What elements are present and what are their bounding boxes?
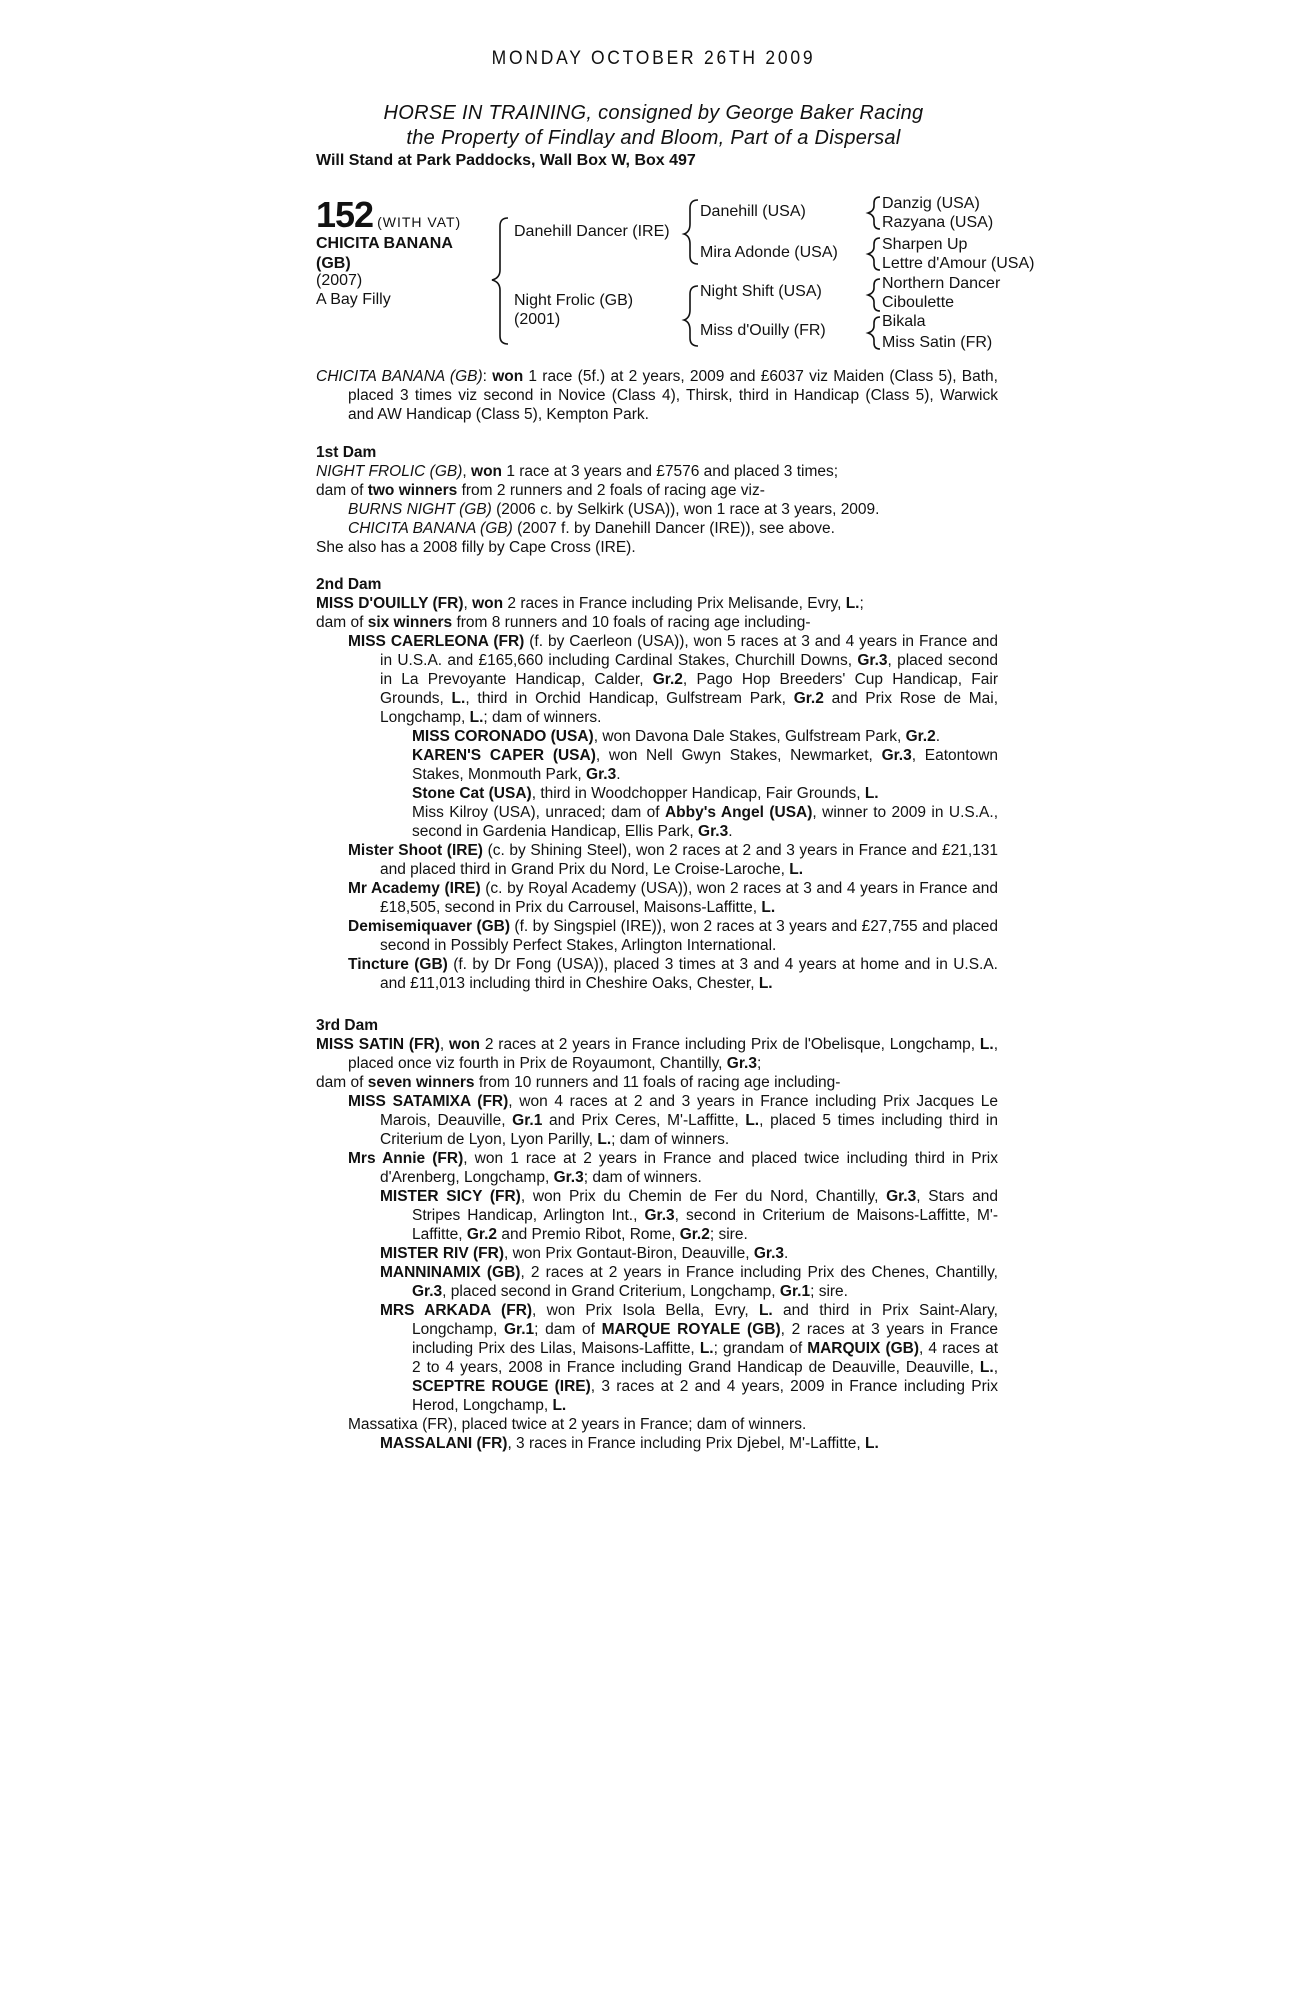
third-dam-section (316, 1016, 998, 1453)
second-dam-line-2 (316, 613, 998, 632)
progeny-mr-academy (316, 879, 998, 917)
progeny-text: , placed second in La Prevoyante Handicap, Calder, (380, 652, 999, 688)
grade: L. (699, 1340, 714, 1357)
pedigree-sdd: Lettre d'Amour (USA) (882, 255, 1035, 272)
progeny-text: and Premio Ribot, Rome, (497, 1226, 680, 1243)
first-dam-section (316, 443, 998, 557)
pedigree-sire-sire: Danehill (USA) (700, 203, 806, 220)
grade: Gr.3 (886, 1188, 917, 1205)
progeny-text: , placed second in Grand Criterium, Longchamp, (442, 1283, 780, 1300)
grade: Gr.3 (698, 823, 729, 840)
consignment-line-2: the Property of Findlay and Bloom, Part of a Dispersal (406, 127, 901, 149)
first-dam-winners: two winners (367, 482, 458, 499)
progeny-text: , 2 races at 2 years in France including Prix des Chenes, Chantilly, (520, 1264, 998, 1281)
progeny-text: , (993, 1359, 998, 1376)
grade: L. (552, 1397, 567, 1414)
race-record-name: CHICITA BANANA (GB) (316, 368, 483, 385)
pedigree-dam-line-2: (2001) (514, 311, 561, 328)
first-dam-line-1: NIGHT FROLIC (GB), won 1 race at 3 years and £7576 and placed 3 times; (316, 463, 839, 480)
horse-name-line-2: (GB) (316, 255, 351, 272)
first-dam-won: won (471, 463, 503, 480)
progeny-text: . (616, 766, 621, 783)
sale-date: MONDAY OCTOBER 26TH 2009 (491, 48, 816, 69)
progeny-text: ; sire. (709, 1226, 748, 1243)
progeny-text: . (784, 1245, 789, 1262)
brace-ds (868, 279, 880, 311)
lot-number: 152 (316, 194, 374, 235)
second-dam-line-1 (316, 594, 998, 613)
grade: L. (758, 1302, 773, 1319)
progeny-name: Abby's Angel (USA) (664, 804, 813, 821)
first-dam-progeny-2 (316, 519, 998, 538)
progeny-text: and third in Prix Saint-Alary, Longchamp, (412, 1302, 998, 1338)
progeny-name: Demisemiquaver (GB) (348, 918, 511, 935)
second-dam-won: won (472, 595, 504, 612)
progeny-name: SCEPTRE ROUGE (IRE) (412, 1378, 591, 1395)
first-dam-dam-of: dam of (316, 482, 368, 499)
progeny-text: ; dam of winners. (483, 709, 602, 726)
first-dam-line-2 (316, 481, 998, 500)
grade: Gr.1 (504, 1321, 535, 1338)
progeny-text: ; dam of winners. (611, 1131, 730, 1148)
progeny-text: , won Prix du Chemin de Fer du Nord, Chantilly, (520, 1188, 887, 1205)
progeny-miss-kilroy (316, 803, 998, 841)
pedigree-sss: Danzig (USA) (882, 195, 980, 212)
first-dam-name: NIGHT FROLIC (GB) (316, 463, 463, 480)
grade: Gr.2 (652, 671, 683, 688)
brace-sd (868, 238, 880, 270)
grade: L. (864, 785, 879, 802)
progeny-text: , won 4 races at 2 and 3 years in France including Prix Jacques Le Marois, Deauville, (380, 1093, 999, 1129)
progeny-massatixa (316, 1415, 998, 1434)
grade: L. (865, 1435, 879, 1452)
progeny-miss-caerleona (316, 632, 998, 727)
progeny-miss-coronado (316, 727, 998, 746)
progeny-name: MASSALANI (FR) (380, 1435, 508, 1452)
pedigree-dsd: Ciboulette (882, 294, 955, 311)
progeny-text: , third in Woodchopper Handicap, Fair Grounds, (531, 785, 865, 802)
progeny-name: Mr Academy (IRE) (348, 880, 481, 897)
progeny-text: , won Prix Isola Bella, Evry, (532, 1302, 759, 1319)
grade: Gr.3 (881, 747, 912, 764)
third-dam-text: , placed once viz fourth in Prix de Royaumont, Chantilly, (348, 1036, 998, 1072)
first-dam-runners: from 2 runners and 2 foals of racing age viz- (457, 482, 765, 499)
first-dam-note: She also has a 2008 filly by Cape Cross (IRE). (316, 539, 636, 556)
third-dam-heading: 3rd Dam (316, 1017, 379, 1034)
pedigree-sire-dam: Mira Adonde (USA) (700, 244, 838, 261)
race-record (316, 367, 998, 424)
progeny-name: MISS CAERLEONA (FR) (348, 633, 525, 650)
progeny-text: , third in Orchid Handicap, Gulfstream Park, (465, 690, 794, 707)
grade: Gr.1 (779, 1283, 811, 1300)
progeny-text: , won Prix Gontaut-Biron, Deauville, (504, 1245, 754, 1262)
grade: L. (845, 595, 860, 612)
progeny-name: MARQUIX (GB) (807, 1340, 920, 1357)
progeny-text: , 3 races at 2 and 4 years, 2009 in France including Prix Herod, Longchamp, (412, 1378, 999, 1414)
grade: Gr.3 (586, 766, 617, 783)
second-dam-dam-of: dam of (316, 614, 368, 631)
third-dam-name: MISS SATIN (FR) (316, 1036, 440, 1053)
third-dam-line-1 (316, 1035, 998, 1073)
third-dam-text: 2 races at 2 years in France including Prix de l'Obelisque, Longchamp, (480, 1036, 980, 1053)
progeny-name: CHICITA BANANA (GB) (348, 520, 513, 537)
grade: Gr.2 (793, 690, 824, 707)
progeny-name: KAREN'S CAPER (USA) (412, 747, 596, 764)
second-dam-winners: six winners (367, 614, 453, 631)
horse-name-line-1: CHICITA BANANA (316, 235, 453, 252)
progeny-text: (f. by Singspiel (IRE)), won 2 races at 3 years and £27,755 and placed second in Possibly Perfect Stakes, Arlington International. (380, 918, 998, 954)
progeny-mister-sicy (316, 1187, 998, 1244)
pedigree-dam-dam: Miss d'Ouilly (FR) (700, 322, 826, 339)
sep: , (439, 1036, 450, 1053)
progeny-text: and Prix Rose de Mai, Longchamp, (380, 690, 998, 726)
progeny-name: MARQUE ROYALE (GB) (601, 1321, 781, 1338)
progeny-name: Mrs Annie (FR) (348, 1150, 464, 1167)
sep: ; (756, 1055, 762, 1072)
brace-dd (868, 317, 880, 349)
grade: Gr.2 (466, 1226, 498, 1243)
third-dam-dam-of: dam of (316, 1074, 368, 1091)
grade: L. (761, 899, 776, 916)
progeny-text: . (728, 823, 733, 840)
grade: Gr.3 (726, 1055, 757, 1072)
progeny-text: ; grandam of (713, 1340, 808, 1357)
grade: Gr.2 (679, 1226, 710, 1243)
progeny-name: MISTER SICY (FR) (380, 1188, 521, 1205)
dam-brace (684, 286, 698, 346)
progeny-name: MANNINAMIX (GB) (380, 1264, 521, 1281)
progeny-text: (f. by Dr Fong (USA)), placed 3 times at 3 and 4 years at home and in U.S.A. and £11,013 including third in Cheshire Oaks, Chester, (380, 956, 998, 992)
progeny-text: ; dam of (534, 1321, 602, 1338)
progeny-name: MRS ARKADA (FR) (380, 1302, 533, 1319)
pedigree-ssd: Razyana (USA) (882, 214, 994, 231)
progeny-text: , Pago Hop Breeders' Cup Handicap, Fair Grounds, (380, 671, 998, 707)
second-dam-text: 2 races in France including Prix Melisande, Evry, (503, 595, 846, 612)
grade: Gr.3 (857, 652, 888, 669)
progeny-name: Mister Shoot (IRE) (348, 842, 483, 859)
pedigree-sds: Sharpen Up (882, 236, 968, 253)
progeny-text: , won 1 race at 2 years in France and placed twice including third in Prix d'Arenberg, Longchamp, (380, 1150, 998, 1186)
pedigree-dds: Bikala (882, 313, 926, 330)
first-dam-heading: 1st Dam (316, 444, 377, 461)
grade: L. (745, 1112, 760, 1129)
grade: Gr.2 (905, 728, 936, 745)
third-dam-runners: from 10 runners and 11 foals of racing age including- (474, 1074, 841, 1091)
third-dam-won: won (449, 1036, 481, 1053)
brace-ss (868, 197, 880, 229)
second-dam-section (316, 575, 998, 993)
progeny-tincture (316, 955, 998, 993)
progeny-massalani (316, 1434, 998, 1453)
pedigree-dss: Northern Dancer (882, 275, 1001, 292)
progeny-text: , won Davona Dale Stakes, Gulfstream Park, (593, 728, 906, 745)
progeny-mrs-annie (316, 1149, 998, 1187)
progeny-text: (c. by Shining Steel), won 2 races at 2 and 3 years in France and £21,131 and placed third in Grand Prix du Nord, Le Croise-Laroche, (380, 842, 998, 878)
progeny-name: Tincture (GB) (348, 956, 448, 973)
progeny-karens-caper (316, 746, 998, 784)
second-dam-name: MISS D'OUILLY (FR) (316, 595, 464, 612)
race-record-paragraph: CHICITA BANANA (GB): won 1 race (5f.) at 2 years, 2009 and £6037 viz Maiden (Class 5), Bath, placed 3 times viz second in Novice (Class 4), Thirsk, third in Handicap (Class 5), Warwick and AW Handicap (Class 5), Kempton Park. (316, 368, 998, 423)
horse-year: (2007) (316, 272, 363, 289)
progeny-name: MISS CORONADO (USA) (412, 728, 594, 745)
progeny-manninamix (316, 1263, 998, 1301)
sep: , (463, 595, 473, 612)
progeny-text: (f. by Caerleon (USA)), won 5 races at 3 and 4 years in France and in U.S.A. and £165,660 including Cardinal Stakes, Churchill Downs, (380, 633, 998, 669)
sep: ; (859, 595, 864, 612)
progeny-text: Massatixa (FR), placed twice at 2 years in France; dam of winners. (348, 1416, 807, 1433)
pedigree-dam-line-1: Night Frolic (GB) (514, 292, 634, 309)
progeny-name: Stone Cat (USA) (412, 785, 532, 802)
grade: L. (597, 1131, 612, 1148)
progeny-text: , placed 5 times including third in Criterium de Lyon, Lyon Parilly, (380, 1112, 999, 1148)
progeny-text: , winner to 2009 in U.S.A., second in Gardenia Handicap, Ellis Park, (412, 804, 998, 840)
progeny-name: MISTER RIV (FR) (380, 1245, 504, 1262)
grade: Gr.3 (753, 1245, 785, 1262)
progeny-mister-shoot (316, 841, 998, 879)
third-dam-winners: seven winners (367, 1074, 475, 1091)
grade: L. (758, 975, 773, 992)
progeny-text: ; dam of winners. (583, 1169, 702, 1186)
progeny-mister-riv (316, 1244, 998, 1263)
progeny-text: (2007 f. by Danehill Dancer (IRE)), see above. (512, 520, 835, 537)
progeny-text: , 3 races in France including Prix Djebel, M'-Laffitte, (507, 1435, 866, 1452)
progeny-text: . (935, 728, 941, 745)
horse-description: A Bay Filly (316, 291, 391, 308)
grade: Gr.3 (553, 1169, 584, 1186)
pedigree-braces (0, 0, 1307, 360)
progeny-text: , 2 races at 3 years in France including Prix des Lilas, Maisons-Laffitte, (412, 1321, 998, 1357)
progeny-text: Miss Kilroy (USA), unraced; dam of (412, 804, 665, 821)
third-dam-line-2 (316, 1073, 998, 1092)
sire-brace (684, 200, 698, 264)
first-dam-progeny-1 (316, 500, 998, 519)
grade: L. (979, 1036, 994, 1053)
grade: L. (979, 1359, 994, 1376)
pedigree-dam-sire: Night Shift (USA) (700, 283, 822, 300)
grade: L. (469, 709, 484, 726)
grade: L. (789, 861, 804, 878)
second-dam-heading: 2nd Dam (316, 576, 382, 593)
grade: Gr.3 (644, 1207, 675, 1224)
progeny-miss-satamixa (316, 1092, 998, 1149)
second-dam-runners: from 8 runners and 10 foals of racing age including- (452, 614, 811, 631)
progeny-demisemiquaver (316, 917, 998, 955)
race-record-text: 1 race (5f.) at 2 years, 2009 and £6037 viz Maiden (Class 5), Bath, placed 3 times viz second in Novice (Class 4), Thirsk, third in Handicap (Class 5), Warwick and AW Handicap (Class 5), Kempton Park. (348, 368, 998, 423)
grade: Gr.3 (412, 1283, 443, 1300)
first-dam-text: 1 race at 3 years and £7576 and placed 3 times; (502, 463, 839, 480)
progeny-text: (c. by Royal Academy (USA)), won 2 races at 3 and 4 years in France and £18,505, second in Prix du Carrousel, Maisons-Laffitte, (380, 880, 998, 916)
race-record-won: won (492, 368, 524, 385)
progeny-text: , Eatontown Stakes, Monmouth Park, (412, 747, 999, 783)
progeny-name: MISS SATAMIXA (FR) (348, 1093, 509, 1110)
progeny-mrs-arkada (316, 1301, 998, 1415)
progeny-text: , won Nell Gwyn Stakes, Newmarket, (595, 747, 882, 764)
progeny-stone-cat (316, 784, 998, 803)
pedigree-sire: Danehill Dancer (IRE) (514, 223, 670, 240)
consignment-line-1: HORSE IN TRAINING, consigned by George Baker Racing (383, 102, 924, 124)
progeny-text: (2006 c. by Selkirk (USA)), won 1 race at 3 years, 2009. (491, 501, 880, 518)
progeny-text: , second in Criterium de Maisons-Laffitte, M'-Laffitte, (412, 1207, 998, 1243)
lot-vat: (WITH VAT) (377, 214, 462, 230)
progeny-text: ; sire. (810, 1283, 848, 1300)
pedigree-ddd: Miss Satin (FR) (882, 334, 993, 351)
main-brace (492, 218, 508, 344)
progeny-text: and Prix Ceres, M'-Laffitte, (542, 1112, 746, 1129)
stand-location: Will Stand at Park Paddocks, Wall Box W, Box 497 (316, 152, 696, 169)
progeny-text: , Stars and Stripes Handicap, Arlington Int., (412, 1188, 998, 1224)
grade: L. (451, 690, 466, 707)
progeny-name: BURNS NIGHT (GB) (348, 501, 492, 518)
grade: Gr.1 (512, 1112, 543, 1129)
progeny-text: , 4 races at 2 to 4 years, 2008 in France including Grand Handicap de Deauville, Deauville, (412, 1340, 998, 1376)
